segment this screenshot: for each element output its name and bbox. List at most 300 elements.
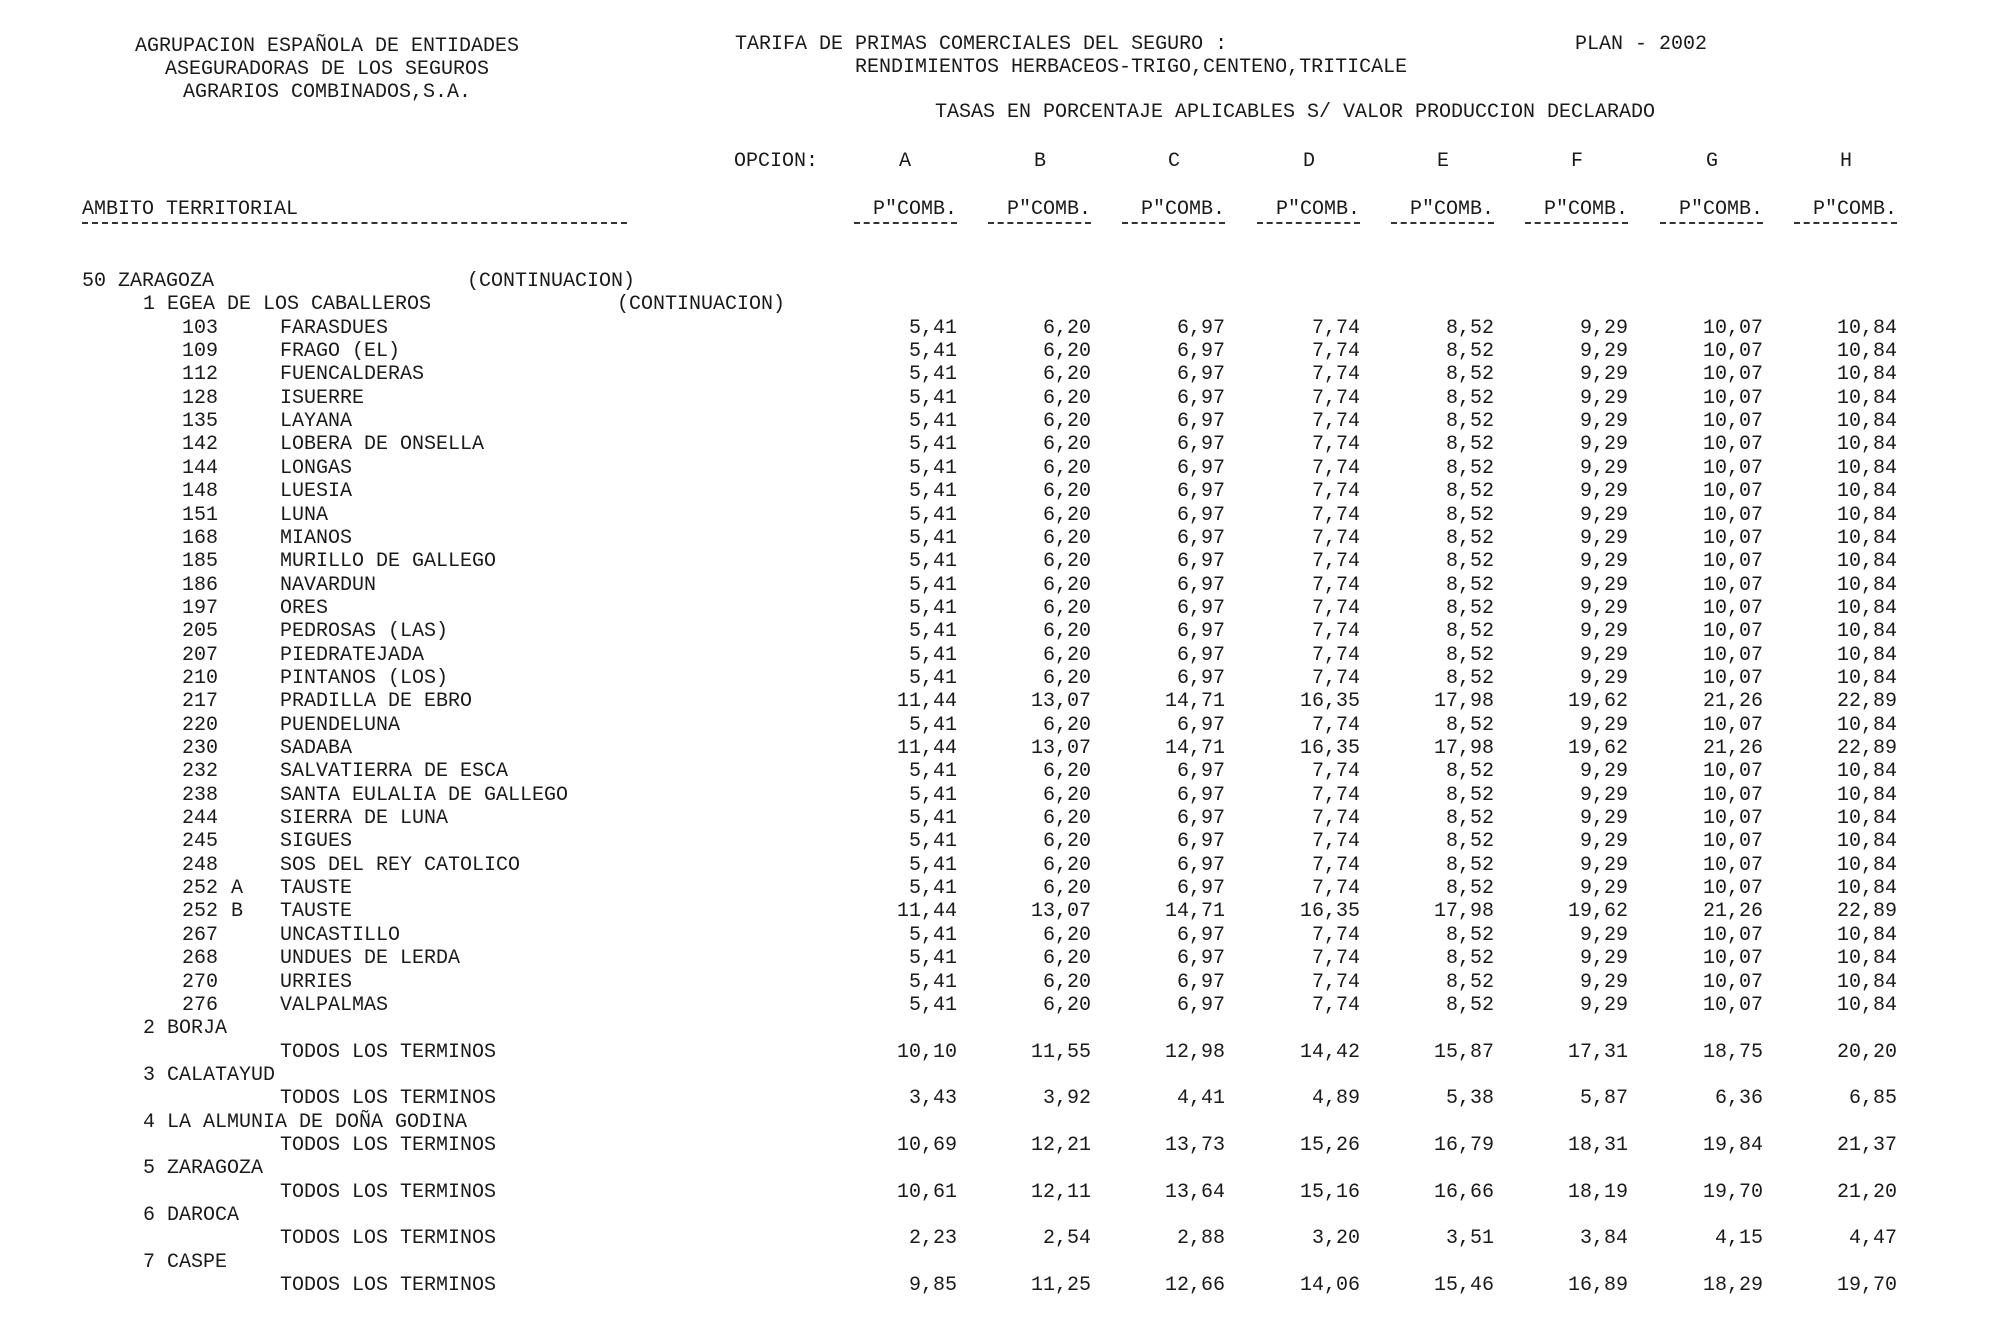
table-row	[0, 622, 2000, 645]
rate-f: 9,29	[1579, 783, 1628, 807]
option-letter-g: G	[1705, 150, 1718, 173]
rate-d: 7,74	[1311, 877, 1360, 901]
rate-d: 15,26	[1299, 1133, 1360, 1157]
rate-c: 6,97	[1176, 923, 1225, 947]
rate-g: 21,26	[1702, 690, 1763, 714]
rate-a: 5,41	[908, 596, 957, 620]
table-row	[0, 342, 2000, 365]
option-letter-e: E	[1436, 150, 1449, 173]
rate-a: 5,41	[908, 573, 957, 597]
municipality-code: 128	[181, 386, 218, 410]
rate-g: 10,07	[1702, 877, 1763, 901]
municipality-code: 151	[181, 503, 218, 527]
rate-g: 10,07	[1702, 783, 1763, 807]
rate-d: 7,74	[1311, 550, 1360, 574]
rate-b: 6,20	[1042, 993, 1091, 1017]
municipality-name: UNCASTILLO	[280, 923, 401, 947]
rate-c: 6,97	[1176, 550, 1225, 574]
rate-a: 5,41	[908, 783, 957, 807]
rate-f: 9,29	[1579, 620, 1628, 644]
rate-h: 22,89	[1836, 690, 1897, 714]
rate-e: 8,52	[1445, 363, 1494, 387]
rate-e: 17,98	[1433, 690, 1494, 714]
rate-a: 5,41	[908, 526, 957, 550]
municipality-name: SOS DEL REY CATOLICO	[280, 853, 521, 877]
table-row	[0, 853, 2000, 879]
rate-g: 10,07	[1702, 643, 1763, 667]
table-row	[0, 692, 2000, 715]
rate-b: 13,07	[1030, 690, 1091, 714]
column-header-b: P"COMB.	[1006, 198, 1091, 221]
region-heading-row	[0, 1206, 2000, 1229]
rate-e: 8,52	[1445, 830, 1494, 854]
rate-b: 6,20	[1042, 666, 1091, 690]
rate-a: 5,41	[908, 666, 957, 690]
municipality-name: UNDUES DE LERDA	[280, 947, 461, 971]
region-name: 3 CALATAYUD	[143, 1063, 276, 1087]
rate-h: 21,20	[1836, 1180, 1897, 1204]
municipality-code: 245	[181, 830, 218, 854]
municipality-name: NAVARDUN	[280, 573, 377, 597]
rate-g: 10,07	[1702, 596, 1763, 620]
rate-e: 8,52	[1445, 783, 1494, 807]
rate-c: 2,88	[1176, 1227, 1225, 1251]
table-row	[0, 809, 2000, 832]
continuation-note: (CONTINUACION)	[617, 293, 786, 317]
rate-d: 7,74	[1311, 456, 1360, 480]
rate-f: 9,29	[1579, 853, 1628, 877]
rate-e: 8,52	[1445, 666, 1494, 690]
municipality-name: FRAGO (EL)	[280, 340, 401, 364]
rate-a: 11,44	[896, 737, 957, 760]
table-row	[0, 482, 2000, 505]
rate-d: 7,74	[1311, 970, 1360, 994]
rate-h: 10,84	[1836, 666, 1897, 690]
rate-c: 6,97	[1176, 503, 1225, 527]
rate-d: 7,74	[1311, 363, 1360, 387]
rate-h: 10,84	[1836, 807, 1897, 831]
rate-g: 10,07	[1702, 456, 1763, 480]
document-title-line-2: RENDIMIENTOS HERBACEOS-TRIGO,CENTENO,TRITICALE	[855, 56, 1408, 79]
rate-c: 6,97	[1176, 993, 1225, 1017]
rate-d: 7,74	[1311, 853, 1360, 877]
rate-h: 21,37	[1836, 1133, 1897, 1157]
municipality-code: 270	[181, 970, 218, 994]
rate-e: 8,52	[1445, 433, 1494, 457]
province-heading-row	[0, 272, 2000, 295]
table-row	[0, 365, 2000, 388]
municipality-name: URRIES	[280, 970, 353, 994]
rate-g: 10,07	[1702, 363, 1763, 387]
rate-c: 6,97	[1176, 573, 1225, 597]
rate-f: 9,29	[1579, 760, 1628, 784]
rate-g: 10,07	[1702, 526, 1763, 550]
table-row	[0, 386, 2000, 412]
municipality-code: 197	[181, 596, 218, 620]
rate-b: 6,20	[1042, 643, 1091, 667]
rate-c: 13,64	[1164, 1180, 1225, 1204]
rate-h: 10,84	[1836, 923, 1897, 947]
column-underline-c	[1122, 222, 1225, 224]
table-row	[0, 435, 2000, 458]
rate-f: 3,84	[1579, 1227, 1628, 1251]
municipality-code: 142	[181, 433, 218, 457]
rate-f: 9,29	[1579, 550, 1628, 574]
rate-f: 9,29	[1579, 830, 1628, 854]
rate-g: 10,07	[1702, 760, 1763, 784]
municipality-code: 148	[181, 480, 218, 504]
rate-h: 10,84	[1836, 573, 1897, 597]
rate-b: 11,25	[1030, 1274, 1091, 1298]
rate-e: 8,52	[1445, 410, 1494, 434]
column-header-h: P"COMB.	[1812, 198, 1897, 221]
rate-c: 6,97	[1176, 666, 1225, 690]
rate-a: 5,41	[908, 433, 957, 457]
rate-d: 7,74	[1311, 947, 1360, 971]
table-row	[0, 1089, 2000, 1112]
province-name: 50 ZARAGOZA	[82, 270, 215, 293]
rate-a: 3,43	[908, 1087, 957, 1111]
municipality-code: 268	[181, 947, 218, 971]
table-row	[0, 1180, 2000, 1206]
municipality-name: TODOS LOS TERMINOS	[280, 1087, 497, 1111]
rate-a: 9,85	[908, 1274, 957, 1298]
rate-d: 7,74	[1311, 480, 1360, 504]
rate-e: 8,52	[1445, 947, 1494, 971]
rate-h: 10,84	[1836, 550, 1897, 574]
rate-c: 6,97	[1176, 853, 1225, 877]
column-header-f: P"COMB.	[1543, 198, 1628, 221]
table-row	[0, 573, 2000, 599]
municipality-code: 112	[181, 363, 218, 387]
municipality-code: 217	[181, 690, 218, 714]
rate-f: 19,62	[1567, 900, 1628, 924]
rate-g: 21,26	[1702, 737, 1763, 760]
municipality-code: 252	[181, 900, 218, 924]
municipality-name: TODOS LOS TERMINOS	[280, 1040, 497, 1064]
rate-b: 6,20	[1042, 596, 1091, 620]
rate-e: 8,52	[1445, 620, 1494, 644]
rate-d: 7,74	[1311, 760, 1360, 784]
rate-h: 10,84	[1836, 433, 1897, 457]
rate-a: 5,41	[908, 760, 957, 784]
municipality-code: 232	[181, 760, 218, 784]
municipality-code: 244	[181, 807, 218, 831]
rate-g: 10,07	[1702, 340, 1763, 364]
rate-c: 6,97	[1176, 643, 1225, 667]
rate-d: 16,35	[1299, 900, 1360, 924]
rate-c: 6,97	[1176, 386, 1225, 410]
rate-b: 6,20	[1042, 456, 1091, 480]
rate-f: 9,29	[1579, 947, 1628, 971]
table-row	[0, 552, 2000, 575]
rate-b: 6,20	[1042, 923, 1091, 947]
rate-f: 9,29	[1579, 386, 1628, 410]
rate-f: 9,29	[1579, 643, 1628, 667]
municipality-code: 248	[181, 853, 218, 877]
rate-b: 6,20	[1042, 340, 1091, 364]
rate-b: 6,20	[1042, 830, 1091, 854]
municipality-name: LUNA	[280, 503, 329, 527]
rate-g: 10,07	[1702, 316, 1763, 340]
rate-e: 8,52	[1445, 386, 1494, 410]
region-name: 5 ZARAGOZA	[143, 1157, 264, 1181]
rate-g: 10,07	[1702, 713, 1763, 737]
rate-b: 6,20	[1042, 713, 1091, 737]
rate-e: 3,51	[1445, 1227, 1494, 1251]
rate-d: 7,74	[1311, 807, 1360, 831]
region-name: 6 DAROCA	[143, 1204, 240, 1227]
municipality-code: 109	[181, 340, 218, 364]
table-row	[0, 643, 2000, 669]
table-row	[0, 832, 2000, 855]
rate-c: 6,97	[1176, 596, 1225, 620]
rate-d: 7,74	[1311, 923, 1360, 947]
rate-e: 8,52	[1445, 853, 1494, 877]
rate-d: 14,42	[1299, 1040, 1360, 1064]
rate-a: 5,41	[908, 947, 957, 971]
rate-c: 6,97	[1176, 620, 1225, 644]
rate-h: 10,84	[1836, 620, 1897, 644]
rate-h: 10,84	[1836, 386, 1897, 410]
rate-c: 6,97	[1176, 340, 1225, 364]
rate-h: 6,85	[1848, 1087, 1897, 1111]
municipality-name: TODOS LOS TERMINOS	[280, 1180, 497, 1204]
municipality-code: 220	[181, 713, 218, 737]
rate-d: 7,74	[1311, 573, 1360, 597]
rate-b: 6,20	[1042, 807, 1091, 831]
rate-h: 10,84	[1836, 316, 1897, 340]
column-underline-g	[1660, 222, 1763, 224]
rate-g: 10,07	[1702, 573, 1763, 597]
municipality-code: 144	[181, 456, 218, 480]
rate-f: 9,29	[1579, 316, 1628, 340]
rate-e: 8,52	[1445, 993, 1494, 1017]
rate-h: 10,84	[1836, 853, 1897, 877]
rate-a: 11,44	[896, 690, 957, 714]
document-subtitle: TASAS EN PORCENTAJE APLICABLES S/ VALOR PRODUCCION DECLARADO	[934, 101, 1656, 124]
column-underline-a	[854, 222, 957, 224]
rate-e: 15,46	[1433, 1274, 1494, 1298]
rate-b: 6,20	[1042, 480, 1091, 504]
rate-a: 5,41	[908, 923, 957, 947]
rate-g: 10,07	[1702, 993, 1763, 1017]
rate-c: 6,97	[1176, 433, 1225, 457]
rate-b: 6,20	[1042, 853, 1091, 877]
rate-e: 8,52	[1445, 877, 1494, 901]
rate-d: 7,74	[1311, 643, 1360, 667]
rate-c: 4,41	[1176, 1087, 1225, 1111]
rate-e: 8,52	[1445, 550, 1494, 574]
rate-a: 10,61	[896, 1180, 957, 1204]
rate-a: 5,41	[908, 807, 957, 831]
rate-f: 9,29	[1579, 993, 1628, 1017]
rate-e: 16,79	[1433, 1133, 1494, 1157]
table-row	[0, 1229, 2000, 1252]
rate-f: 5,87	[1579, 1087, 1628, 1111]
table-row	[0, 970, 2000, 996]
rate-b: 6,20	[1042, 526, 1091, 550]
rate-b: 6,20	[1042, 947, 1091, 971]
option-letter-a: A	[898, 150, 911, 173]
rate-e: 17,98	[1433, 737, 1494, 760]
column-header-c: P"COMB.	[1140, 198, 1225, 221]
rate-a: 5,41	[908, 410, 957, 434]
rate-e: 8,52	[1445, 456, 1494, 480]
rate-d: 7,74	[1311, 340, 1360, 364]
rate-d: 16,35	[1299, 690, 1360, 714]
ambito-territorial-heading: AMBITO TERRITORIAL	[82, 198, 299, 221]
rate-g: 18,29	[1702, 1274, 1763, 1298]
rate-e: 8,52	[1445, 526, 1494, 550]
rate-a: 10,69	[896, 1133, 957, 1157]
rate-g: 4,15	[1714, 1227, 1763, 1251]
rate-a: 5,41	[908, 993, 957, 1017]
rate-g: 18,75	[1702, 1040, 1763, 1064]
municipality-subzone: A	[231, 877, 244, 901]
rate-a: 11,44	[896, 900, 957, 924]
table-row	[0, 503, 2000, 529]
municipality-name: FUENCALDERAS	[280, 363, 425, 387]
rate-d: 4,89	[1311, 1087, 1360, 1111]
table-row	[0, 526, 2000, 552]
rate-f: 9,29	[1579, 666, 1628, 690]
column-header-d: P"COMB.	[1275, 198, 1360, 221]
rate-a: 5,41	[908, 643, 957, 667]
organization-name-line-1: AGRUPACION ESPAÑOLA DE ENTIDADES	[134, 35, 520, 58]
option-letter-f: F	[1570, 150, 1583, 173]
rate-f: 9,29	[1579, 340, 1628, 364]
municipality-code: 185	[181, 550, 218, 574]
plan-label: PLAN - 2002	[1575, 33, 1708, 56]
rate-h: 22,89	[1836, 900, 1897, 924]
rate-e: 8,52	[1445, 807, 1494, 831]
rate-g: 10,07	[1702, 433, 1763, 457]
rate-d: 7,74	[1311, 386, 1360, 410]
rate-d: 7,74	[1311, 316, 1360, 340]
table-row	[0, 713, 2000, 739]
rate-g: 19,84	[1702, 1133, 1763, 1157]
rate-b: 6,20	[1042, 573, 1091, 597]
column-header-a: P"COMB.	[872, 198, 957, 221]
rate-h: 10,84	[1836, 760, 1897, 784]
rate-g: 10,07	[1702, 480, 1763, 504]
rate-g: 6,36	[1714, 1087, 1763, 1111]
rate-f: 9,29	[1579, 410, 1628, 434]
rate-f: 9,29	[1579, 526, 1628, 550]
table-row	[0, 739, 2000, 762]
table-row	[0, 1040, 2000, 1066]
rate-f: 9,29	[1579, 923, 1628, 947]
rate-c: 14,71	[1164, 690, 1225, 714]
municipality-name: SIGUES	[280, 830, 353, 854]
rate-a: 5,41	[908, 386, 957, 410]
rate-e: 17,98	[1433, 900, 1494, 924]
rate-h: 20,20	[1836, 1040, 1897, 1064]
rate-h: 10,84	[1836, 410, 1897, 434]
municipality-code: 267	[181, 923, 218, 947]
table-row	[0, 412, 2000, 435]
rate-d: 7,74	[1311, 410, 1360, 434]
rate-d: 16,35	[1299, 737, 1360, 760]
rate-f: 19,62	[1567, 737, 1628, 760]
rate-e: 16,66	[1433, 1180, 1494, 1204]
rate-a: 5,41	[908, 853, 957, 877]
rate-e: 8,52	[1445, 713, 1494, 737]
rate-f: 9,29	[1579, 456, 1628, 480]
region-heading-row	[0, 1110, 2000, 1136]
column-underline-d	[1257, 222, 1360, 224]
municipality-name: TODOS LOS TERMINOS	[280, 1274, 497, 1298]
municipality-code: 276	[181, 993, 218, 1017]
rate-a: 5,41	[908, 456, 957, 480]
region-heading-row	[0, 1250, 2000, 1276]
rate-e: 8,52	[1445, 760, 1494, 784]
organization-name-line-2: ASEGURADORAS DE LOS SEGUROS	[164, 58, 490, 81]
rate-a: 2,23	[908, 1227, 957, 1251]
rate-b: 13,07	[1030, 737, 1091, 760]
rate-f: 9,29	[1579, 363, 1628, 387]
municipality-name: ISUERRE	[280, 386, 365, 410]
table-row	[0, 783, 2000, 809]
rate-b: 6,20	[1042, 760, 1091, 784]
municipality-code: 168	[181, 526, 218, 550]
municipality-code: 103	[181, 316, 218, 340]
rate-h: 22,89	[1836, 737, 1897, 760]
table-row	[0, 993, 2000, 1019]
rate-b: 13,07	[1030, 900, 1091, 924]
rate-e: 8,52	[1445, 480, 1494, 504]
rate-a: 5,41	[908, 620, 957, 644]
rate-b: 6,20	[1042, 620, 1091, 644]
rate-h: 10,84	[1836, 526, 1897, 550]
municipality-name: MURILLO DE GALLEGO	[280, 550, 497, 574]
rate-f: 9,29	[1579, 503, 1628, 527]
rate-b: 11,55	[1030, 1040, 1091, 1064]
municipality-name: TODOS LOS TERMINOS	[280, 1227, 497, 1251]
rate-c: 6,97	[1176, 830, 1225, 854]
rate-h: 10,84	[1836, 993, 1897, 1017]
rate-b: 6,20	[1042, 386, 1091, 410]
municipality-name: SIERRA DE LUNA	[280, 807, 449, 831]
rate-e: 5,38	[1445, 1087, 1494, 1111]
rate-c: 6,97	[1176, 480, 1225, 504]
rate-b: 12,21	[1030, 1133, 1091, 1157]
rate-d: 7,74	[1311, 526, 1360, 550]
rate-d: 7,74	[1311, 713, 1360, 737]
rate-g: 10,07	[1702, 970, 1763, 994]
municipality-name: LUESIA	[280, 480, 353, 504]
column-header-e: P"COMB.	[1409, 198, 1494, 221]
table-row	[0, 456, 2000, 482]
rate-b: 6,20	[1042, 363, 1091, 387]
rate-f: 17,31	[1567, 1040, 1628, 1064]
rate-c: 12,98	[1164, 1040, 1225, 1064]
municipality-name: TAUSTE	[280, 877, 353, 901]
option-letter-b: B	[1033, 150, 1046, 173]
rate-c: 13,73	[1164, 1133, 1225, 1157]
rate-e: 8,52	[1445, 316, 1494, 340]
rate-a: 5,41	[908, 877, 957, 901]
rate-d: 7,74	[1311, 830, 1360, 854]
municipality-name: ORES	[280, 596, 329, 620]
region-name: 7 CASPE	[143, 1250, 228, 1274]
rate-f: 18,31	[1567, 1133, 1628, 1157]
rate-h: 4,47	[1848, 1227, 1897, 1251]
rate-g: 19,70	[1702, 1180, 1763, 1204]
municipality-name: MIANOS	[280, 526, 353, 550]
municipality-code: 207	[181, 643, 218, 667]
